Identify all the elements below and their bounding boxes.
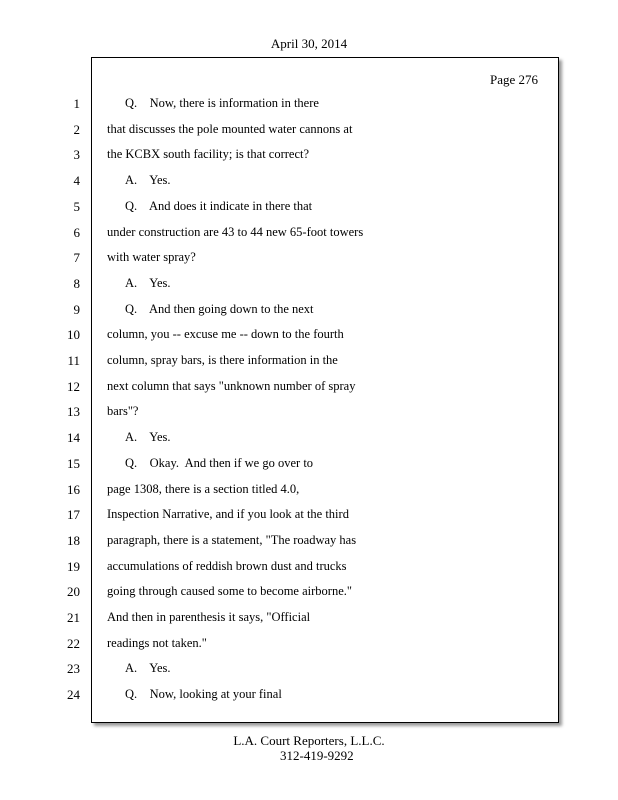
line-number: 22	[67, 635, 80, 651]
line-number: 10	[67, 327, 80, 343]
line-number: 4	[73, 173, 80, 189]
line-number: 3	[73, 147, 80, 163]
line-number: 23	[67, 661, 80, 677]
transcript-line: column, you -- excuse me -- down to the fourth	[107, 327, 344, 342]
transcript-line: next column that says "unknown number of spray	[107, 378, 356, 393]
court-reporter-name: L.A. Court Reporters, L.L.C.	[233, 733, 385, 748]
line-number: 11	[67, 353, 80, 368]
footer	[0, 733, 618, 763]
transcript-line: that discusses the pole mounted water cannons at	[107, 121, 353, 136]
line-number: 9	[73, 301, 80, 317]
line-number: 13	[67, 404, 80, 420]
line-number: 21	[67, 610, 80, 625]
transcript-line: the KCBX south facility; is that correct?	[107, 147, 310, 162]
transcript-line: Q. Now, looking at your final	[125, 687, 282, 702]
line-number: 1	[73, 96, 80, 111]
line-number: 17	[67, 507, 80, 523]
transcript-line: bars"?	[107, 404, 139, 419]
transcript-line: Q. Now, there is information in there	[125, 96, 319, 110]
transcript-line: Inspection Narrative, and if you look at the third	[107, 507, 349, 522]
line-number: 2	[73, 121, 80, 137]
court-reporter-phone: 312-419-9292	[280, 748, 354, 763]
transcript-line: Q. Okay. And then if we go over to	[125, 455, 314, 470]
transcript-date: April 30, 2014	[270, 36, 348, 51]
line-number: 12	[67, 378, 80, 394]
transcript-line: readings not taken."	[107, 635, 207, 650]
line-number: 15	[67, 455, 80, 471]
transcript-line: under construction are 43 to 44 new 65-foot towers	[107, 224, 364, 239]
transcript-line: A. Yes.	[125, 661, 171, 676]
transcript-line: page 1308, there is a section titled 4.0,	[107, 481, 300, 496]
transcript-line: accumulations of reddish brown dust and trucks	[107, 558, 347, 573]
transcript-line: paragraph, there is a statement, "The roadway has	[107, 532, 357, 547]
line-number: 19	[67, 558, 80, 574]
line-number: 5	[73, 198, 80, 214]
transcript-line: going through caused some to become airborne."	[107, 584, 352, 599]
line-number: 18	[67, 532, 80, 548]
line-number: 24	[67, 687, 80, 703]
page-number: Page 276	[489, 72, 538, 87]
line-number: 16	[67, 481, 80, 497]
transcript-line: A. Yes.	[125, 275, 171, 290]
transcript-line: A. Yes.	[125, 173, 171, 188]
transcript-line: A. Yes.	[125, 430, 171, 445]
line-number: 14	[67, 430, 80, 446]
line-number: 7	[73, 250, 80, 266]
line-number: 6	[73, 224, 80, 240]
line-number: 8	[73, 275, 80, 291]
transcript-line: Q. And does it indicate in there that	[125, 198, 313, 213]
transcript-line: with water spray?	[107, 250, 196, 265]
line-number: 20	[67, 584, 80, 600]
transcript-line: And then in parenthesis it says, "Official	[107, 610, 311, 624]
transcript-line: column, spray bars, is there information in the	[107, 353, 338, 367]
transcript-line: Q. And then going down to the next	[125, 301, 314, 316]
